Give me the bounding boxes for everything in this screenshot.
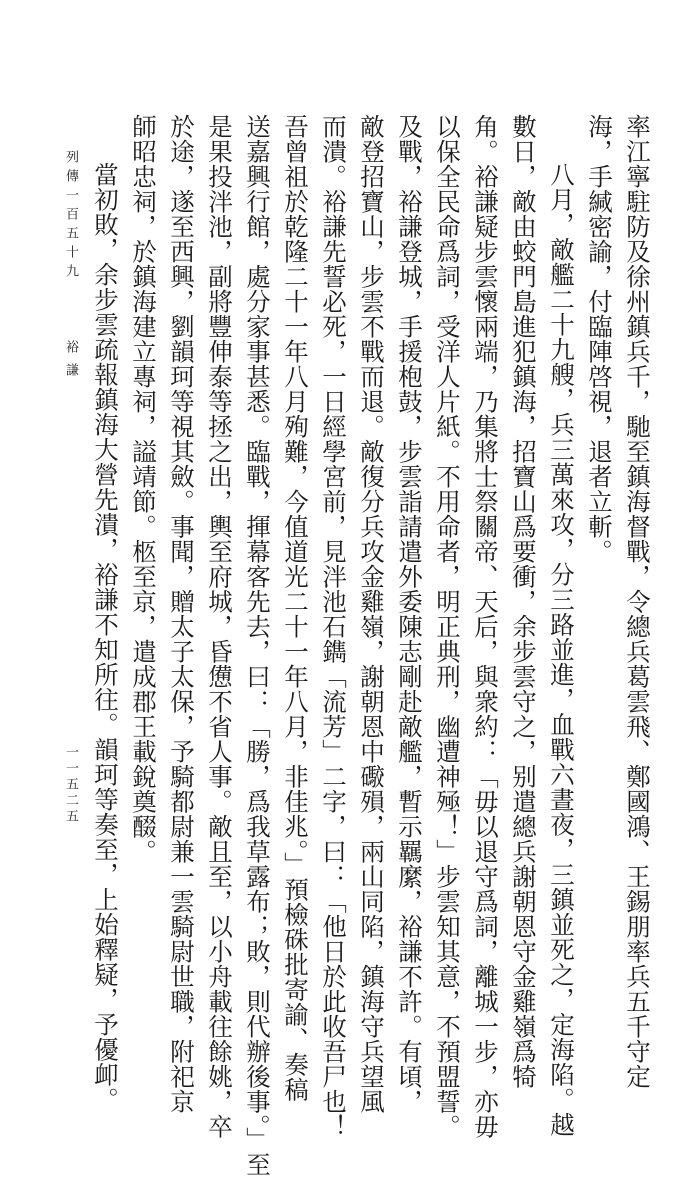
text-column: 及戰，裕謙登城，手援枹鼓，步雲詣請遣外委陳志剛赴敵艦，暫示羈縻，裕謙不許。有頃，	[395, 114, 424, 1114]
text-column: 以保全民命爲詞，受洋人片紙。不用命者，明正典刑，幽遭神殛！」步雲知其意，不預盟誓。	[433, 114, 462, 1139]
text-column: 數日，敵由蛟門島進犯鎮海，招寶山爲要衝，余步雲守之，别遣總兵謝朝恩守金雞嶺爲犄	[509, 114, 538, 1089]
text-column: 吾曾祖於乾隆二十一年八月殉難，今值道光二十一年八月，非佳兆。」預檢硃批寄諭、奏稿	[281, 114, 310, 1102]
text-column: 而潰。裕謙先誓必死，一日經學宮前，見泮池石鐫「流芳」二字，曰：「他日於此收吾尸也！	[319, 114, 348, 1139]
page-number: 一一五二五	[63, 745, 78, 825]
text-column: 是果投泮池，副將豐伸泰等拯之出，輿至府城，昏憊不省人事。敵且至，以小舟載往餘姚，卒	[205, 114, 234, 1139]
text-column: 當初敗，余步雲疏報鎮海大營先潰，裕謙不知所往。韻珂等奏至，上始釋疑，予優卹。	[91, 162, 120, 1112]
text-column: 於途，遂至西興，劉韻珂等視其斂。事聞，贈太子太保，予騎都尉兼一雲騎尉世職，附祀京	[167, 114, 196, 1114]
text-column: 敵登招寶山，步雲不戰而退。敵復分兵攻金雞嶺，謝朝恩中礮殞，兩山同陷，鎮海守兵望風	[357, 114, 386, 1114]
text-column: 師昭忠祠，於鎮海建立專祠，謚靖節。柩至京，遣成郡王載銳奠醊。	[129, 114, 158, 864]
text-column: 送嘉興行館，處分家事甚悉。臨戰，揮幕客先去，曰：「勝，爲我草露布；敗，則代辦後事。」至	[243, 114, 272, 1177]
running-header-volume: 列傳一百五十九	[63, 150, 78, 283]
text-column: 八月，敵艦二十九艘，兵三萬來攻，分三路並進，血戰六晝夜，三鎮並死之，定海陷。越	[547, 162, 576, 1137]
text-column: 率江寧駐防及徐州鎮兵千，馳至鎮海督戰，令總兵葛雲飛、鄭國鴻、王錫朋率兵五千守定	[623, 114, 652, 1089]
text-column: 海，手緘密諭，付臨陣啓視，退者立斬。	[585, 114, 614, 564]
text-column: 角。裕謙疑步雲懷兩端，乃集將士祭關帝、天后，與衆約：「毋以退守爲詞，離城一步，亦毋	[471, 114, 500, 1139]
running-header-chapter: 裕謙	[63, 340, 78, 386]
